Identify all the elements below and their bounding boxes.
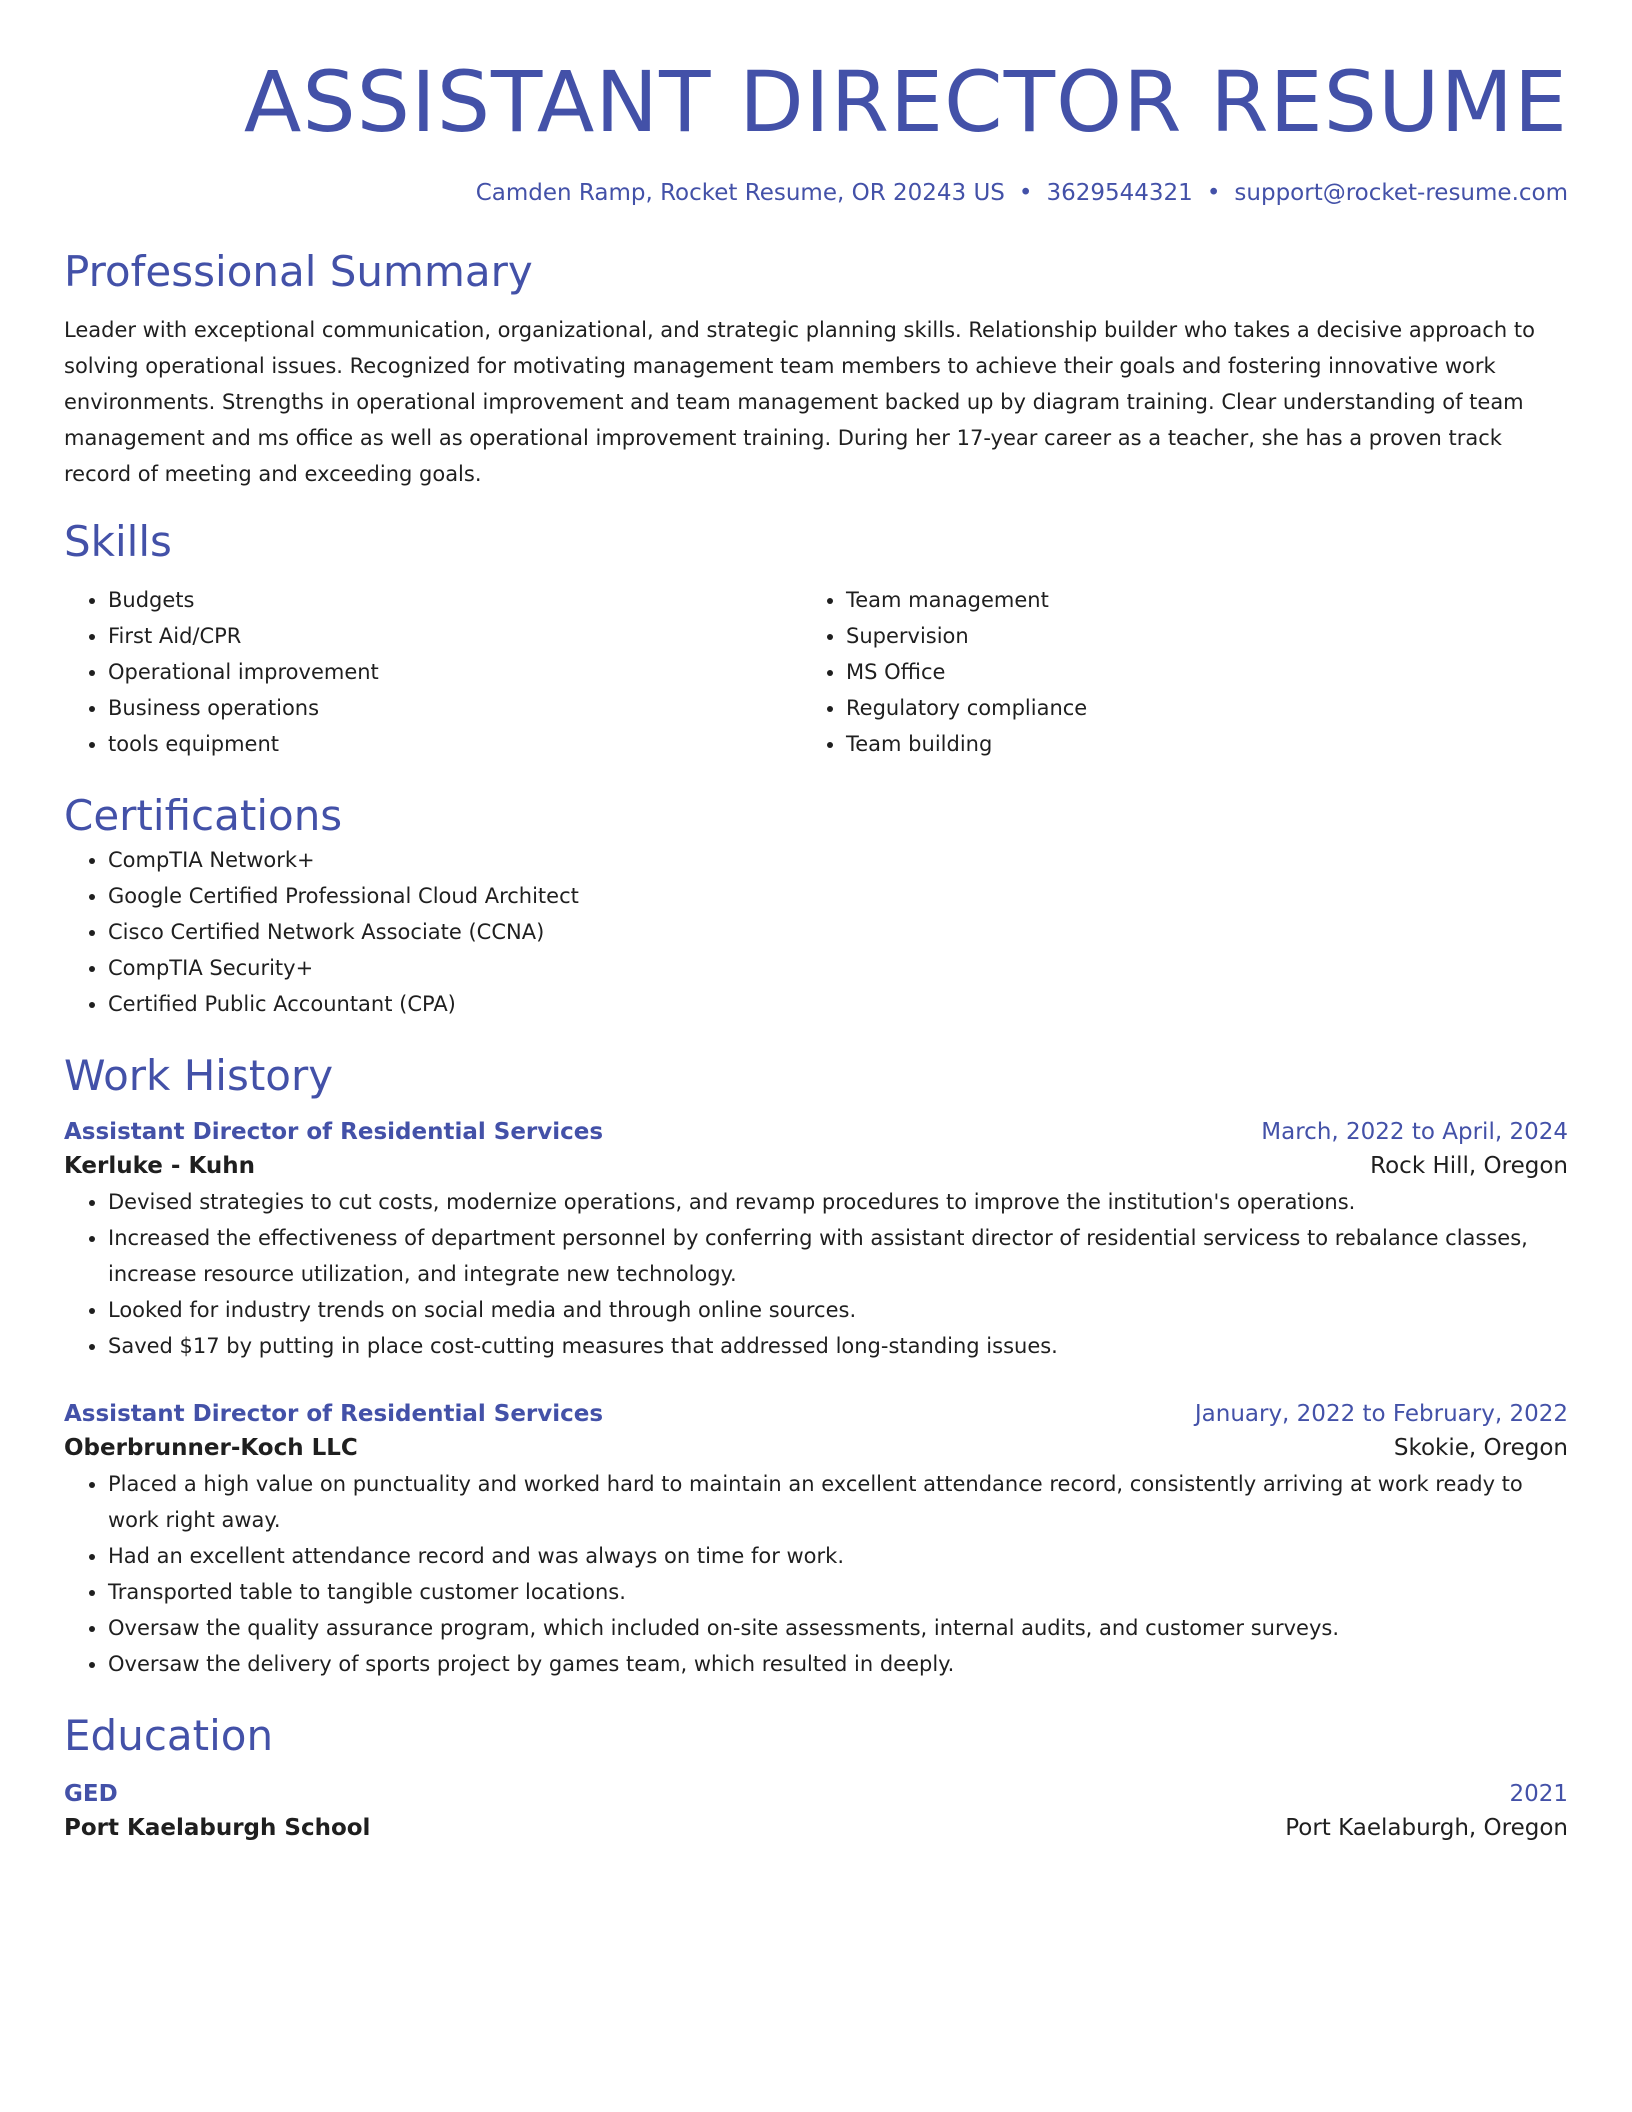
job-bullets	[64, 1184, 1568, 1364]
education-heading: Education	[64, 1711, 274, 1760]
job-bullets	[64, 1466, 1568, 1682]
skill-item: • Business operations	[108, 690, 802, 726]
job-bullet: • Saved $17 by putting in place cost-cutting measures that addressed long-standing issues.	[108, 1328, 1568, 1364]
skill-item: • Operational improvement	[108, 654, 802, 690]
job-location: Skokie, Oregon	[1393, 1435, 1568, 1461]
job-entry	[64, 1116, 1568, 1364]
certifications-list	[64, 842, 1568, 1022]
contact-address: Camden Ramp, Rocket Resume, OR 20243 US	[475, 180, 1005, 206]
job-entry	[64, 1398, 1568, 1682]
skill-item: • Supervision	[846, 618, 1540, 654]
certifications-heading: Certifications	[64, 791, 343, 840]
job-location: Rock Hill, Oregon	[1370, 1153, 1568, 1179]
job-bullet: • Placed a high value on punctuality and worked hard to maintain an excellent attendance record, consistently arriving at work ready to work right away.	[108, 1466, 1568, 1538]
education-location: Port Kaelaburgh, Oregon	[1285, 1815, 1568, 1841]
contact-separator: •	[1018, 180, 1033, 206]
certification-item: • Certified Public Accountant (CPA)	[108, 986, 1568, 1022]
job-dates: March, 2022 to April, 2024	[1261, 1119, 1568, 1145]
skills-column-left	[64, 582, 802, 762]
skill-item: • MS Office	[846, 654, 1540, 690]
skill-item: • Regulatory compliance	[846, 690, 1540, 726]
job-header-row	[64, 1116, 1568, 1148]
skill-item: • Team building	[846, 726, 1540, 762]
skill-item: • First Aid/CPR	[108, 618, 802, 654]
certification-item: • Cisco Certified Network Associate (CCNA)	[108, 914, 1568, 950]
contact-line	[64, 178, 1568, 208]
job-bullet: • Had an excellent attendance record and was always on time for work.	[108, 1538, 1568, 1574]
skills-column-right	[802, 582, 1540, 762]
job-header-row	[64, 1398, 1568, 1430]
certification-item: • Google Certified Professional Cloud Architect	[108, 878, 1568, 914]
skill-item: • Budgets	[108, 582, 802, 618]
contact-separator: •	[1206, 180, 1221, 206]
work-history-heading: Work History	[64, 1051, 334, 1100]
job-company-row	[64, 1148, 1568, 1184]
job-bullet: • Looked for industry trends on social media and through online sources.	[108, 1292, 1568, 1328]
education-entry	[64, 1778, 1568, 1846]
education-degree: GED	[64, 1781, 118, 1807]
certification-item: • CompTIA Security+	[108, 950, 1568, 986]
education-school: Port Kaelaburgh School	[64, 1815, 371, 1841]
contact-email: support@rocket-resume.com	[1234, 180, 1568, 206]
summary-heading: Professional Summary	[64, 247, 533, 296]
resume-title: ASSISTANT DIRECTOR RESUME	[243, 53, 1568, 151]
skills-list-right	[802, 582, 1540, 762]
certification-item: • CompTIA Network+	[108, 842, 1568, 878]
job-title: Assistant Director of Residential Services	[64, 1119, 604, 1145]
job-bullet: • Devised strategies to cut costs, modernize operations, and revamp procedures to improve the institution's operations.	[108, 1184, 1568, 1220]
contact-phone: 3629544321	[1046, 180, 1193, 206]
job-title: Assistant Director of Residential Services	[64, 1401, 604, 1427]
education-year: 2021	[1509, 1781, 1568, 1807]
job-bullet: • Increased the effectiveness of department personnel by conferring with assistant director of residential servicess to rebalance classes, increase resource utilization, and integrate new technology.	[108, 1220, 1568, 1292]
job-company: Oberbrunner-Koch LLC	[64, 1435, 358, 1461]
job-bullet: • Oversaw the quality assurance program, which included on-site assessments, internal audits, and customer surveys.	[108, 1610, 1568, 1646]
skills-heading: Skills	[64, 517, 172, 566]
skills-list-left	[64, 582, 802, 762]
skills-columns	[64, 582, 1568, 762]
job-bullet: • Oversaw the delivery of sports project by games team, which resulted in deeply.	[108, 1646, 1568, 1682]
job-bullet: • Transported table to tangible customer locations.	[108, 1574, 1568, 1610]
skill-item: • Team management	[846, 582, 1540, 618]
summary-text: Leader with exceptional communication, organizational, and strategic planning skills. Relationship builder who takes a decisive approach to solving operational issues. Recognized for motivating management team members to achieve their goals and fostering innovative work environments. Strengths in operational improvement and team management backed up by diagram training. Clear understanding of team management and ms office as well as operational improvement training. During her 17-year career as a teacher, she has a proven track record of meeting and exceeding goals.	[64, 318, 1535, 486]
education-degree-row	[64, 1778, 1568, 1810]
job-dates: January, 2022 to February, 2022	[1194, 1401, 1568, 1427]
education-school-row	[64, 1810, 1568, 1846]
job-company-row	[64, 1430, 1568, 1466]
skill-item: • tools equipment	[108, 726, 802, 762]
job-company: Kerluke - Kuhn	[64, 1153, 255, 1179]
